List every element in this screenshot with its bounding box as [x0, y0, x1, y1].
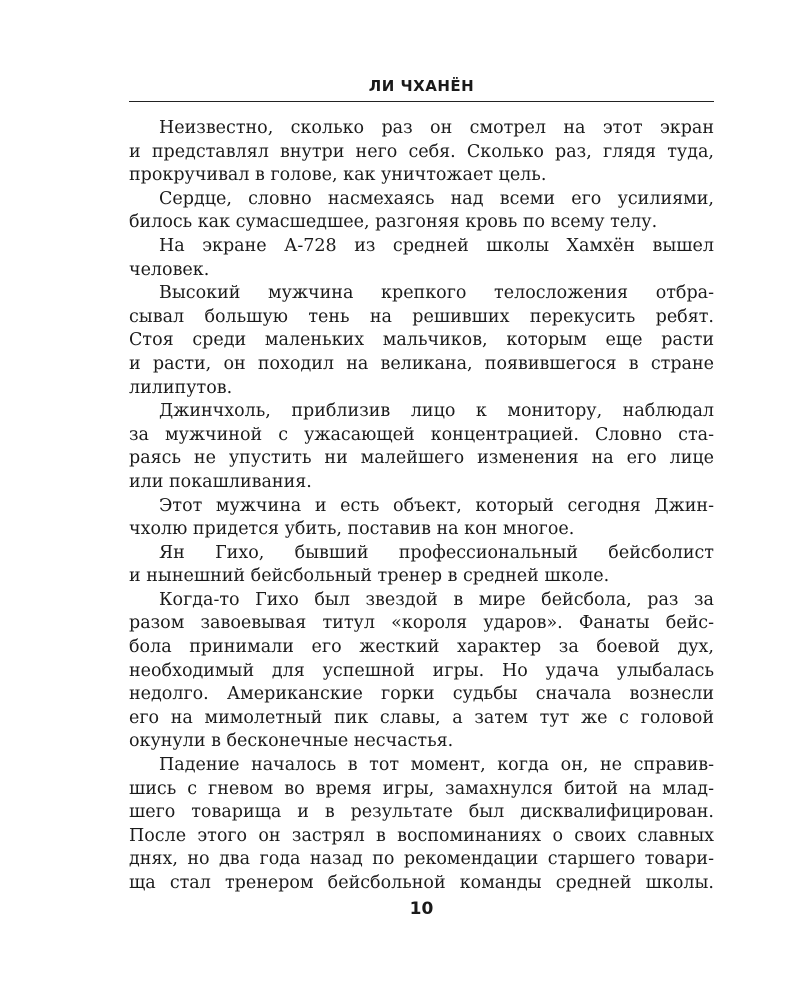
text-line: чхолю придется убить, поставив на кон многое. [129, 519, 575, 540]
text-line: Стоя среди маленьких мальчиков, которым еще расти [129, 330, 714, 351]
text-line: Ян Гихо, бывший профессиональный бейсболист [159, 542, 714, 563]
text-line: его на мимолетный пик славы, а затем тут же с головой [129, 707, 714, 728]
text-line: Сердце, словно насмехаясь над всеми его усилиями, [159, 188, 714, 209]
text-line: Высокий мужчина крепкого телосложения отбра- [159, 283, 714, 304]
text-line: разом завоевывая титул «короля ударов». Фанаты бейс- [129, 613, 714, 634]
text-line: После этого он застрял в воспоминаниях о своих славных [129, 825, 714, 846]
text-line: и расти, он походил на великана, появившегося в стране [129, 353, 714, 374]
text-line: ща стал тренером бейсбольной команды средней школы. [129, 873, 714, 893]
body-text [129, 117, 714, 896]
text-line: или покашливания. [129, 471, 312, 492]
text-line: Джинчхоль, приблизив лицо к монитору, наблюдал [159, 401, 714, 422]
text-line: Этот мужчина и есть объект, который сегодня Джин- [159, 495, 714, 516]
text-line: Неизвестно, сколько раз он смотрел на этот экран [159, 118, 714, 138]
text-line: человек. [129, 259, 210, 280]
text-line: билось как сумасшедшее, разгоняя кровь по всему телу. [129, 212, 658, 233]
text-line: недолго. Американские горки судьбы сначала вознесли [129, 684, 714, 705]
text-line: Когда-то Гихо был звездой в мире бейсбола, раз за [159, 589, 714, 610]
text-line: раясь не упустить ни малейшего изменения на его лице [129, 448, 714, 469]
text-line: шего товарища и в результате был дисквалифицирован. [129, 802, 714, 823]
text-line: и представлял внутри него себя. Сколько раз, глядя туда, [129, 141, 714, 162]
running-header: ЛИ ЧХАНЁН [368, 77, 475, 95]
text-line: На экране А-728 из средней школы Хамхён вышел [159, 235, 714, 256]
text-line: днях, но два года назад по рекомендации старшего товари- [129, 849, 714, 870]
text-line: за мужчиной с ужасающей концентрацией. Словно ста- [129, 424, 714, 445]
text-line: шись с гневом во время игры, замахнулся битой на млад- [129, 778, 714, 799]
text-line: лилипутов. [129, 377, 233, 398]
header-rule [129, 101, 714, 102]
text-line: сывал большую тень на решивших перекусить ребят. [129, 306, 714, 327]
text-line: Падение началось в тот момент, когда он, не справив- [159, 755, 714, 776]
text-line: необходимый для успешной игры. Но удача улыбалась [129, 660, 714, 681]
text-line: прокручивал в голове, как уничтожает цель. [129, 165, 547, 186]
page-number: 10 [409, 899, 434, 919]
text-line: окунули в бесконечные несчастья. [129, 731, 454, 752]
text-line: и нынешний бейсбольный тренер в средней школе. [129, 566, 610, 587]
text-line: бола принимали его жесткий характер за боевой дух, [129, 637, 714, 658]
